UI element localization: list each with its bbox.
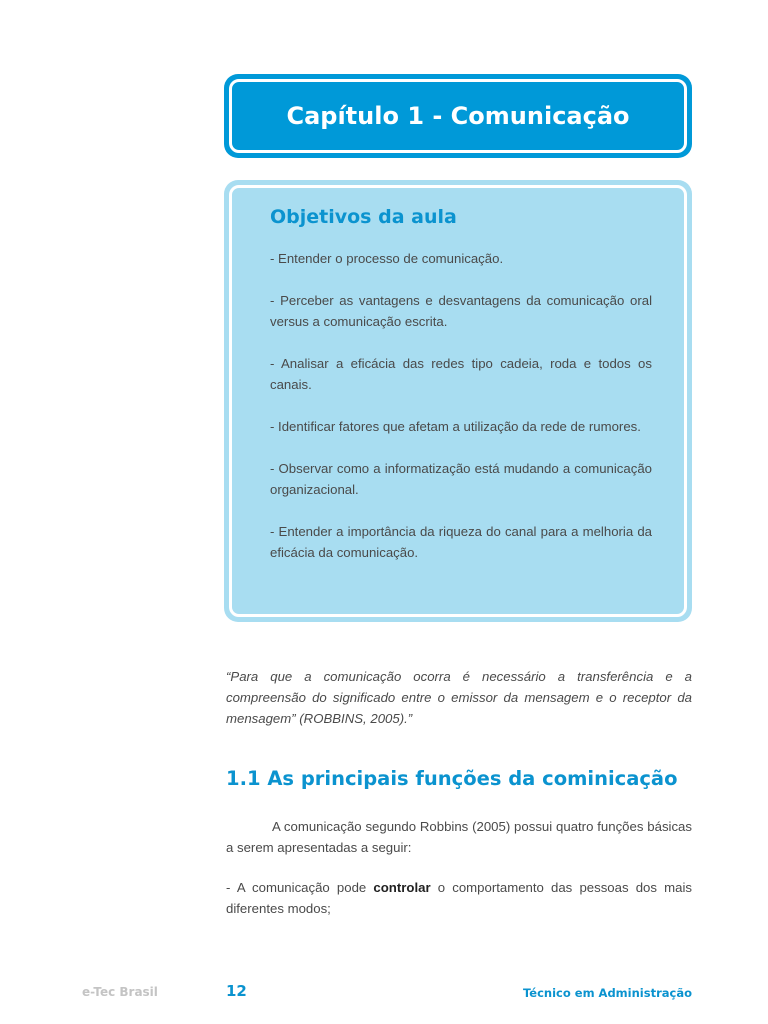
objectives-list (270, 248, 652, 563)
objective-item: - Entender a importância da riqueza do canal para a melhoria da eficácia da comunicação. (270, 524, 652, 560)
objectives-frame (229, 185, 687, 617)
bullet-prefix: - A comunicação pode (226, 880, 374, 895)
footer-brand: e-Tec Brasil (82, 985, 158, 999)
objective-item: - Identificar fatores que afetam a utilização da rede de rumores. (270, 419, 641, 434)
objectives-box (224, 180, 692, 622)
objective-item: - Observar como a informatização está mudando a comunicação organizacional. (270, 461, 652, 497)
robbins-quote: “Para que a comunicação ocorra é necessário a transferência e a compreensão do significado entre o emissor da mensagem e o receptor da mensagem” (ROBBINS, 2005).” (226, 669, 692, 726)
chapter-title: Capítulo 1 - Comunicação (286, 102, 630, 130)
objective-item: - Perceber as vantagens e desvantagens da comunicação oral versus a comunicação escrita. (270, 293, 652, 329)
section-heading: 1.1 As principais funções da cominicação (226, 767, 678, 790)
objective-item: - Entender o processo de comunicação. (270, 251, 504, 266)
objective-item: - Analisar a eficácia das redes tipo cadeia, roda e todos os canais. (270, 356, 652, 392)
bullet-suffix: o comportamento das pessoas dos mais diferentes modos; (226, 880, 692, 916)
objectives-title: Objetivos da aula (270, 206, 457, 228)
page-number: 12 (226, 982, 247, 1000)
footer-course: Técnico em Administração (522, 986, 692, 1000)
section-intro: A comunicação segundo Robbins (2005) possui quatro funções básicas a serem apresentadas a seguir: (226, 819, 692, 855)
section-bullet (226, 877, 692, 919)
chapter-header-frame (229, 79, 687, 153)
chapter-header (224, 74, 692, 158)
bullet-bold-term: controlar (373, 880, 431, 895)
